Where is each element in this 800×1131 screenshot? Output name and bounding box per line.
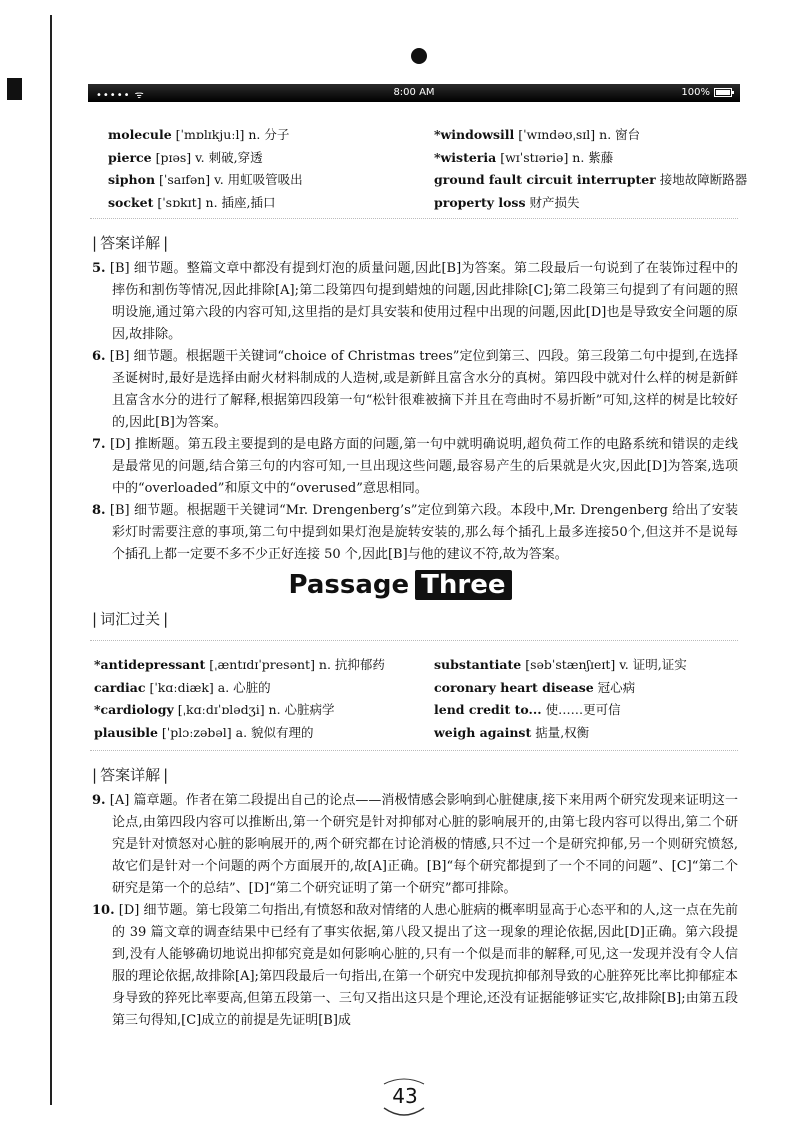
answer-item: 9. [A] 篇章题。作者在第二段提出自己的论点——消极情感会影响到心脏健康,接下来用两个研究发现来证明这一论点,由第四段内容可以推断出,第一个研究是针对抑郁对心脏的影响展开的,由第七段内容可以得出,第二个研究是针对愤怒对心脏的影响展开的,两个研究都在讨论消极的情感,只不过一个是研究抑郁,另一个则研究愤怒,故它们是针对一个问题的两个方面展开的,故[A]正确。[B]“每个研究都提到了一个不同的问题”、[C]“第二个研究是第一个的总结”、[D]“第二个研究证明了第一个研究”都可排除。 xyxy=(92,793,738,896)
divider xyxy=(90,640,738,641)
vocab-item: *cardiology [ˌkɑːdɪˈɒlədʒi] n. 心脏病学 xyxy=(94,702,335,717)
vocab-item: *antidepressant [ˌæntɪdɪˈpresənt] n. 抗抑郁药 xyxy=(94,657,385,672)
answer-item: 6. [B] 细节题。根据题干关键词“choice of Christmas trees”定位到第三、四段。第三段第二句中提到,在选择圣诞树时,最好是选择由耐火材料制成的人造树,或是新鲜且富含水分的真树。第四段中就对什么样的树是新鲜且富含水分的进行了解释,根据第四段第一句“松针很难被摘下并且在弯曲时不易折断”可知,这样的树是比较好的,因此[B]为答案。 xyxy=(92,349,738,430)
vocab-column-left xyxy=(94,655,385,745)
battery-icon xyxy=(714,88,732,97)
vocab-column-right xyxy=(434,125,747,215)
vocab-item: weigh against 掂量,权衡 xyxy=(434,724,590,740)
answer-item: 5. [B] 细节题。整篇文章中都没有提到灯泡的质量问题,因此[B]为答案。第二段最后一句说到了在装饰过程中的摔伤和割伤等情况,因此排除[A];第二段第四句提到蜡烛的问题,因此排除[C];第二段第三句提到了有问题的照明设施,通过第六段的内容可知,这里指的是灯具安装和使用过程中出现的问题,因此[D]也是导致安全问题的原因,故排除。 xyxy=(92,261,738,342)
battery-percent: 100% xyxy=(681,87,710,98)
answer-item: 7. [D] 推断题。第五段主要提到的是电路方面的问题,第一句中就明确说明,超负荷工作的电路系统和错误的走线是最常见的问题,结合第三句的内容可知,一旦出现这些问题,最容易产生的后果就是火灾,因此[D]为答案,选项中的“overloaded”和原文中的“overused”意思相同。 xyxy=(92,437,738,496)
section-heading-vocab: | 词汇过关 | xyxy=(92,608,168,629)
binding-mark xyxy=(7,78,22,100)
status-time: 8:00 AM xyxy=(393,87,435,98)
camera-dot xyxy=(411,48,427,64)
vocab-item: substantiate [səbˈstænʃɪeɪt] v. 证明,证实 xyxy=(434,657,687,672)
vocab-item: socket [ˈsɒkɪt] n. 插座,插口 xyxy=(108,194,276,210)
page-number-arc xyxy=(380,1078,428,1116)
vocab-item: coronary heart disease 冠心病 xyxy=(434,679,636,695)
vocab-column-left xyxy=(108,125,303,215)
answers-block-1 xyxy=(92,258,738,566)
answers-block-2 xyxy=(92,790,738,1032)
vocab-item: *windowsill [ˈwɪndəʊˌsɪl] n. 窗台 xyxy=(434,127,641,142)
vocab-item: pierce [pɪəs] v. 刺破,穿透 xyxy=(108,149,263,165)
binding-line xyxy=(50,15,52,1105)
vocab-item: cardiac [ˈkɑːdiæk] a. 心脏的 xyxy=(94,679,271,695)
passage-word: Passage xyxy=(288,570,410,600)
page-number-text: 43 xyxy=(392,1084,418,1108)
vocab-item: plausible [ˈplɔːzəbəl] a. 貌似有理的 xyxy=(94,724,314,740)
answer-item: 8. [B] 细节题。根据题干关键词“Mr. Drengenberg’s”定位到第六段。本段中,Mr. Drengenberg 给出了安装彩灯时需要注意的事项,第二句中提到如果灯泡是旋转安装的,那么每个插孔上最多连接50个,但这并不是说每个插孔上都一定要不多不少正好连接 50 个,因此[B]与他的建议不符,故为答案。 xyxy=(92,503,739,562)
passage-title xyxy=(0,570,800,600)
vocab-item: property loss 财产损失 xyxy=(434,194,580,210)
divider xyxy=(90,218,738,219)
vocab-item: siphon [ˈsaɪfən] v. 用虹吸管吸出 xyxy=(108,172,303,187)
signal-icon: ••••• ᯤ xyxy=(96,90,145,101)
vocab-item: *wisteria [wɪˈstɪəriə] n. 紫藤 xyxy=(434,149,614,165)
page-number xyxy=(380,1078,430,1118)
vocab-item: molecule [ˈmɒlɪkjuːl] n. 分子 xyxy=(108,127,290,142)
section-heading-answers: | 答案详解 | xyxy=(92,232,168,253)
vocab-column-right xyxy=(434,655,687,745)
vocab-item: ground fault circuit interrupter 接地故障断路器 xyxy=(434,172,748,187)
vocab-item: lend credit to... 使……更可信 xyxy=(434,702,621,717)
section-heading-answers-2: | 答案详解 | xyxy=(92,764,168,785)
battery-status xyxy=(681,87,732,98)
divider xyxy=(90,750,738,751)
passage-number: Three xyxy=(415,570,511,600)
status-bar xyxy=(88,84,740,102)
answer-item: 10. [D] 细节题。第七段第二句指出,有愤怒和敌对情绪的人患心脏病的概率明显高于心态平和的人,这一点在先前的 39 篇文章的调查结果中已经有了事实依据,第八段又提出了这一现象的理论依据,因此[D]正确。第六段提到,没有人能够确切地说出抑郁究竟是如何影响心脏的,只有一个似是而非的解释,可见,这一发现并没有令人信服的理论依据,故排除[A];第四段最后一句指出,在第一个研究中发现抗抑郁剂导致的心脏猝死比率比抑郁症本身导致的猝死比率要高,但第五段第一、三句又指出这只是个理论,还没有证据能够证实它,故排除[B];由第五段第三句得知,[C]成立的前提是先证明[B]成 xyxy=(92,903,739,1028)
